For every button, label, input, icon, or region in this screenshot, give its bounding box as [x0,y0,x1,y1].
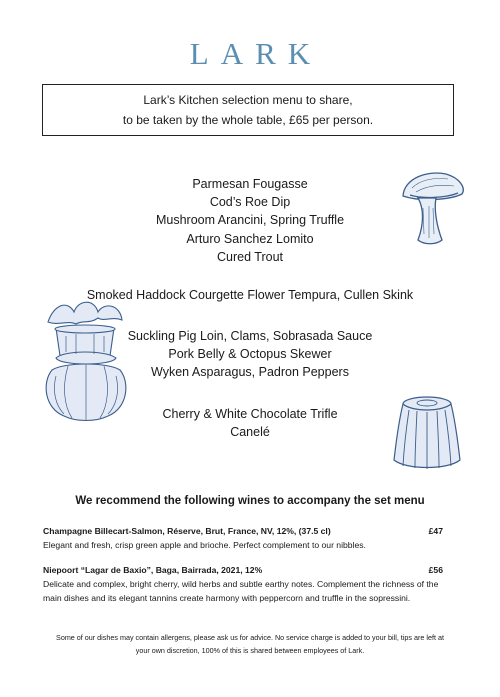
menu-item: Canelé [230,425,270,440]
set-menu-intro-box [42,84,454,136]
menu-item: Arturo Sanchez Lomito [186,231,314,246]
wine-price: £47 [428,526,443,536]
wine-name: Niepoort “Lagar de Baxio”, Baga, Bairrada, 2021, 12% [43,565,263,575]
menu-item: Cod’s Roe Dip [209,195,291,210]
wine-description: Delicate and complex, bright cherry, wild herbs and subtle earthy notes. Complement the richness of the [43,579,439,589]
mushroom-illustration [398,168,468,248]
wine-heading: We recommend the following wines to accompany the set menu [75,495,425,507]
intro-line: Lark’s Kitchen selection menu to share, [143,93,353,107]
brand-logo: LARK [189,36,323,71]
wine-price: £56 [428,565,443,575]
menu-item: Parmesan Fougasse [192,177,308,191]
menu-item: Mushroom Arancini, Spring Truffle [155,213,345,228]
intro-line: to be taken by the whole table, £65 per person. [122,113,374,127]
menu-item: Cherry & White Chocolate Trifle [162,407,338,421]
wine-description: main dishes and its elegant tannins create harmony with peppercorn and truffle in the sopressini. [43,593,411,603]
wine-description: Elegant and fresh, crisp green apple and brioche. Perfect complement to our nibbles. [43,540,366,550]
footer-line: your own discretion, 100% of this is shared between employees of Lark. [135,645,365,655]
menu-item: Suckling Pig Loin, Clams, Sobrasada Sauce [127,329,373,343]
menu-item: Smoked Haddock Courgette Flower Tempura, Cullen Skink [86,288,414,302]
allergen-footer [40,632,460,657]
menu-item: Cured Trout [216,249,283,264]
menu-item: Pork Belly & Octopus Skewer [168,347,332,362]
wine-item [43,563,453,605]
wine-name: Champagne Billecart-Salmon, Réserve, Brut, France, NV, 12%, (37.5 cl) [43,526,331,536]
menu-item: Wyken Asparagus, Padron Peppers [151,365,349,380]
pumpkin-pot-illustration [38,296,134,424]
wine-item [43,524,453,552]
footer-line: Some of our dishes may contain allergens, please ask us for advice. No service charge is added to your bill, tips are left at [56,633,444,642]
canele-illustration [390,390,464,472]
